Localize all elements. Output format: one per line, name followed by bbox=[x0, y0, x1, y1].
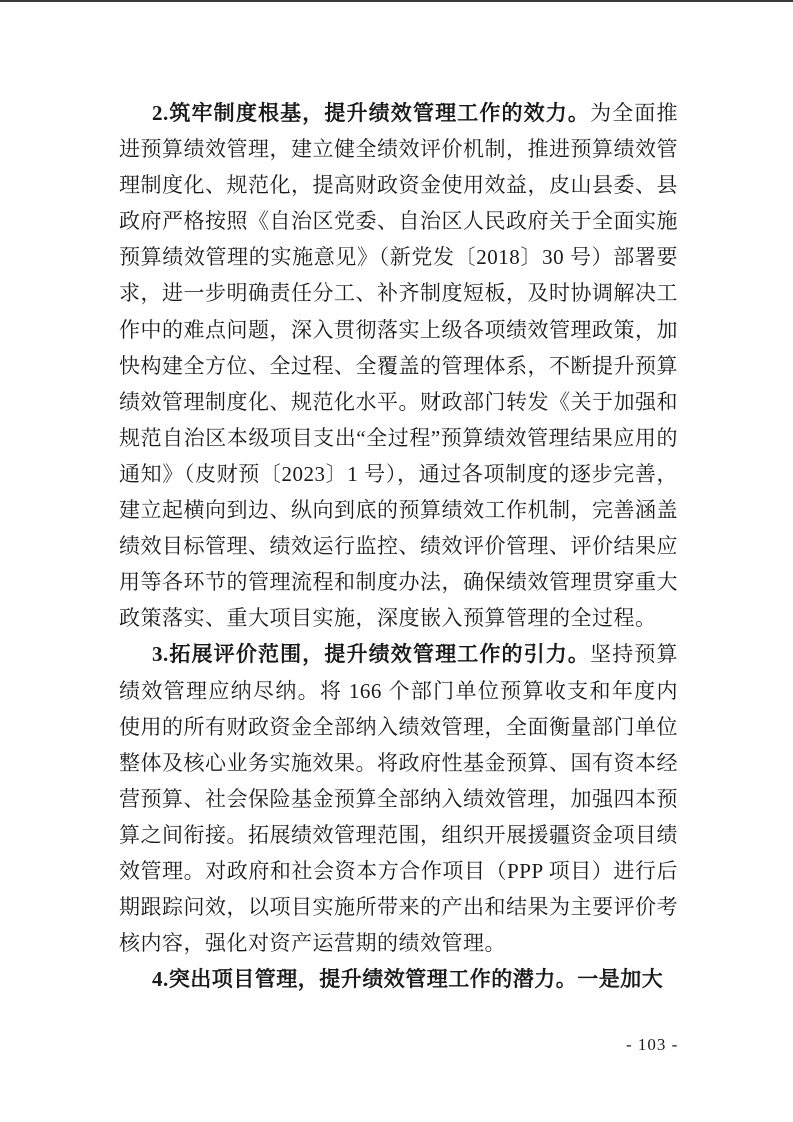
paragraph bbox=[119, 961, 678, 997]
scan-edge-artifact bbox=[0, 0, 793, 2]
page-number: - 103 - bbox=[626, 1035, 679, 1054]
paragraph-lead: 3.拓展评价范围，提升绩效管理工作的引力。 bbox=[152, 642, 591, 667]
paragraph-lead: 2.筑牢制度根基，提升绩效管理工作的效力。 bbox=[152, 101, 591, 125]
document-text-block bbox=[119, 95, 678, 997]
paragraph-lead: 4.突出项目管理，提升绩效管理工作的潜力。一是加大 bbox=[152, 967, 664, 992]
paragraph bbox=[119, 636, 678, 961]
paragraph-body: 为全面推进预算绩效管理，建立健全绩效评价机制，推进预算绩效管理制度化、规范化，提高财政资金使用效益，皮山县委、县政府严格按照《自治区党委、自治区人民政府关于全面实施预算绩效管理的实施意见》（新党发〔2018〕30 号）部署要求，进一步明确责任分工、补齐制度短板，及时协调解决工作中的难点问题，深入贯彻落实上级各项绩效管理政策，加快构建全方位、全过程、全覆盖的管理体系，不断提升预算绩效管理制度化、规范化水平。财政部门转发《关于加强和规范自治区本级项目支出“全过程”预算绩效管理结果应用的通知》（皮财预〔2023〕1 号），通过各项制度的逐步完善，建立起横向到边、纵向到底的预算绩效工作机制，完善涵盖绩效目标管理、绩效运行监控、绩效评价管理、评价结果应用等各环节的管理流程和制度办法，确保绩效管理贯穿重大政策落实、重大项目实施，深度嵌入预算管理的全过程。 bbox=[119, 101, 679, 631]
paragraph bbox=[119, 95, 678, 636]
paragraph-body: 坚持预算绩效管理应纳尽纳。将 166 个部门单位预算收支和年度内使用的所有财政资金全部纳入绩效管理，全面衡量部门单位整体及核心业务实施效果。将政府性基金预算、国有资本经营预算、社会保险基金预算全部纳入绩效管理，加强四本预算之间衔接。拓展绩效管理范围，组织开展援疆资金项目绩效管理。对政府和社会资本方合作项目（PPP 项目）进行后期跟踪问效，以项目实施所带来的产出和结果为主要评价考核内容，强化对资产运营期的绩效管理。 bbox=[119, 642, 679, 956]
